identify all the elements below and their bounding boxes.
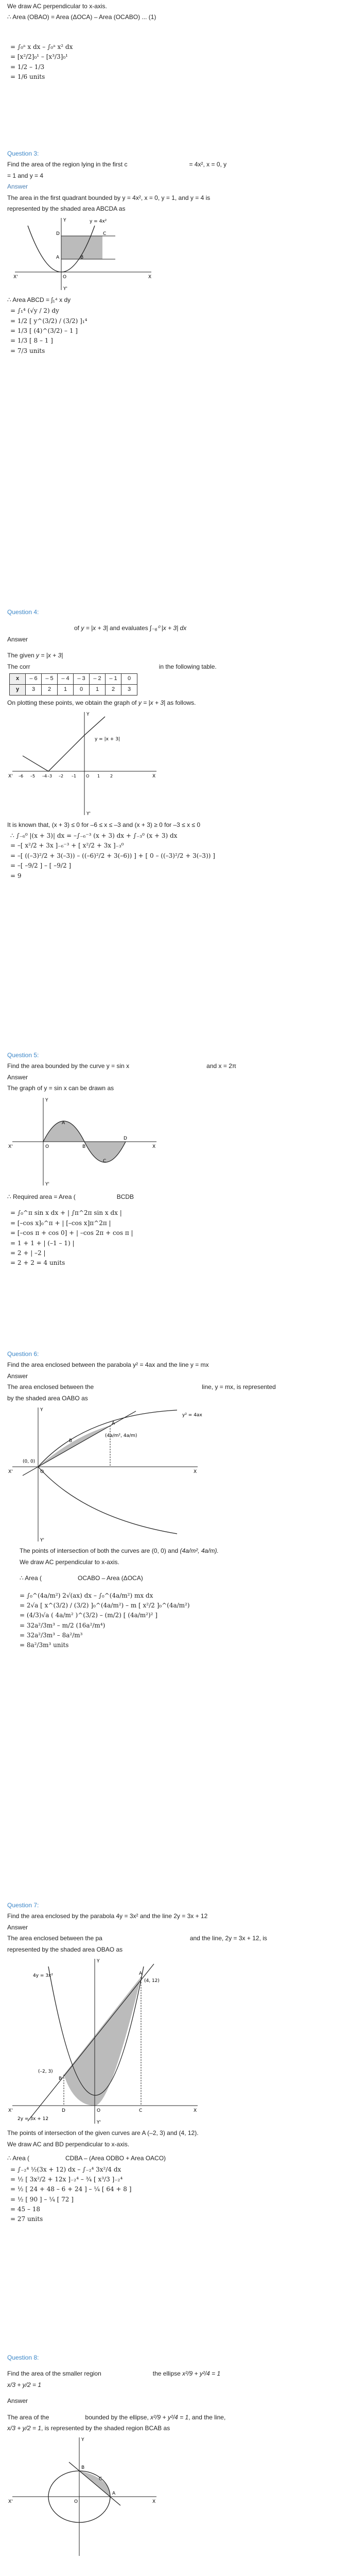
label-x-prime: X' xyxy=(13,275,18,280)
math-block xyxy=(10,307,342,355)
table-cell: – 1 xyxy=(106,673,121,684)
math-line: = [–cos π + cos 0] + | –cos 2π + cos π | xyxy=(10,1229,133,1237)
graph-q8 xyxy=(7,2435,162,2558)
tick-label: –5 xyxy=(30,774,36,779)
area-formula: ∴ Area ABCD = ∫₁⁴ x dy xyxy=(7,296,71,303)
label-y-prime: Y' xyxy=(45,1181,49,1187)
label-a: A xyxy=(56,255,60,261)
text: Find the area of the region lying in the first c xyxy=(7,161,128,168)
math-block xyxy=(10,43,342,82)
math-line: = 2√a [ x^(3/2) / (3/2) ]₀^(4a/m²) – m [ x²/2 ]₀^(4a/m²) xyxy=(20,1601,190,1609)
answer-text xyxy=(7,699,342,707)
math-line: = [x²/2]₀¹ – [x³/3]₀¹ xyxy=(10,53,68,61)
table-cell: 3 xyxy=(121,684,137,695)
label-y: Y xyxy=(45,1097,48,1103)
text: ∴ Area ( xyxy=(20,1574,42,1582)
math-block xyxy=(10,2165,342,2224)
math-inline: ∫₋₆⁰ |x + 3| dx xyxy=(150,624,187,632)
math-block xyxy=(20,1591,342,1650)
math-line: = –[ ((–3)²/2 + 3(–3)) – ((–6)²/2 + 3(–6)) ] + [ 0 – ((–3)²/2 + 3(–3)) ] xyxy=(10,852,215,859)
question-text xyxy=(7,2381,342,2389)
answer-text xyxy=(7,651,342,660)
label-c: C xyxy=(139,2108,143,2113)
line-y-mx xyxy=(23,1411,136,1476)
text: and the line, 2y = 3x + 12, is xyxy=(189,1935,267,1942)
text: in the following table. xyxy=(159,663,217,670)
shaded-region xyxy=(64,1977,141,2106)
question-5 xyxy=(7,1051,342,1269)
label-d: D xyxy=(56,231,60,237)
text: , is represented by the shaded region BCAB as xyxy=(41,2424,170,2432)
table-cell: – 6 xyxy=(26,673,42,684)
label-x: X xyxy=(148,275,152,280)
text: = 4x², x = 0, y xyxy=(189,161,227,168)
graph-q6 xyxy=(7,1405,203,1544)
tick-label: 2 xyxy=(110,774,113,779)
curve-label: y = 4x² xyxy=(90,219,107,225)
parabola-label: 4y = 3x² xyxy=(33,1973,53,1978)
text: The area of the xyxy=(7,2413,49,2421)
math-inline: (4a/m², 4a/m). xyxy=(180,1547,219,1555)
table-cell: x xyxy=(10,673,26,684)
answer-text: The area in the first quadrant bounded by y = 4x², x = 0, y = 1, and y = 4 is xyxy=(7,194,211,201)
graph-label: y = |x + 3| xyxy=(95,737,120,742)
question-title: Question 7: xyxy=(7,1902,39,1909)
point-label: (4a/m², 4a/m) xyxy=(105,1433,137,1438)
tick-label: –4 xyxy=(42,774,47,779)
label-y-prime: Y' xyxy=(86,811,91,817)
label-o: O xyxy=(40,1469,44,1475)
question-6 xyxy=(7,1350,342,1651)
answer-text xyxy=(20,1547,342,1555)
answer-label: Answer xyxy=(7,1073,28,1081)
answer-text xyxy=(20,1574,342,1583)
point-b: (–2, 3) xyxy=(38,2069,53,2074)
math-line: = 1/2 – 1/3 xyxy=(10,63,45,71)
table-cell: – 4 xyxy=(58,673,74,684)
math-block xyxy=(10,832,342,880)
label-o: O xyxy=(45,1144,49,1149)
answer-text xyxy=(7,2424,342,2433)
question-text xyxy=(74,624,342,633)
answer-text: by the shaded area OABO as xyxy=(7,1394,88,1402)
label-c: C xyxy=(103,231,107,237)
answer-text: The graph of y = sin x can be drawn as xyxy=(7,1084,114,1092)
text: and evaluates xyxy=(109,624,148,632)
graph-q5 xyxy=(7,1095,162,1188)
text: BCDB xyxy=(116,1193,134,1200)
question-title: Question 3: xyxy=(7,150,39,157)
text: bounded by the ellipse, xyxy=(85,2413,149,2421)
question-text xyxy=(7,1062,342,1071)
label-b: B xyxy=(81,2465,85,2471)
table-cell: – 3 xyxy=(74,673,90,684)
table-cell: 3 xyxy=(26,684,42,695)
text: Find the area bounded by the curve y = sin x xyxy=(7,1062,130,1070)
label-x-prime: X' xyxy=(8,774,13,779)
table-cell: 1 xyxy=(58,684,74,695)
answer-text: We draw AC and BD perpendicular to x-axis. xyxy=(7,2140,130,2148)
text: the ellipse xyxy=(152,2370,181,2378)
math-line: = 32a²/3m³ – 8a²/m³ xyxy=(20,1632,83,1639)
label-a: A xyxy=(139,1971,143,1976)
math-line: = 8a²/3m³ units xyxy=(20,1641,69,1649)
table-row-x xyxy=(10,673,137,684)
text: The area enclosed between the xyxy=(7,1383,94,1391)
math-inline: y = |x + 3| xyxy=(36,652,63,659)
text: of xyxy=(74,624,80,632)
table-cell: 0 xyxy=(121,673,137,684)
question-text: = 1 and y = 4 xyxy=(7,172,44,179)
question-8 xyxy=(7,2353,342,2562)
label-x-prime: X' xyxy=(8,1469,13,1475)
math-line: = ½ [ 3x²/2 + 12x ]₋₂⁴ – ¾ [ x³/3 ]₋₂⁴ xyxy=(10,2175,123,2183)
math-line: = ∫₁⁴ (√y / 2) dy xyxy=(10,307,59,315)
answer-label: Answer xyxy=(7,1923,28,1931)
label-b: B xyxy=(82,1144,86,1149)
tick-label: –2 xyxy=(59,774,64,779)
math-line: = 7/3 units xyxy=(10,347,45,354)
text-line: ∴ Area (OBAO) = Area (ΔOCA) – Area (OCABO) ... (1) xyxy=(7,13,156,21)
text: Find the area of the smaller region xyxy=(7,2370,101,2378)
math-line: = 32a²/3m³ – m/2 (16a²/m⁴) xyxy=(20,1621,106,1629)
label-o: O xyxy=(63,275,67,280)
answer-text xyxy=(7,1934,342,1943)
label-x: X xyxy=(194,1469,197,1475)
text: ∴ Required area = Area ( xyxy=(7,1193,76,1200)
answer-text: represented by the shaded area ABCDA as xyxy=(7,205,126,212)
math-line: = 1 + 1 + | (–1 – 1) | xyxy=(10,1239,75,1247)
question-title: Question 4: xyxy=(7,608,39,616)
label-y-prime: Y' xyxy=(63,286,67,292)
answer-text xyxy=(7,2154,342,2163)
math-line: ∴ ∫₋₆⁰ |(x + 3)| dx = –∫₋₆⁻³ (x + 3) dx + ∫₋₃⁰ (x + 3) dx xyxy=(10,832,178,839)
math-line: = ∫₋₂⁴ ½(3x + 12) dx – ∫₋₂⁴ 3x²/4 dx xyxy=(10,2165,121,2173)
label-b: B xyxy=(69,1438,73,1444)
label-x: X xyxy=(152,774,156,779)
label-a: A xyxy=(112,2491,116,2497)
math-line: = –[ x²/2 + 3x ]₋₆⁻³ + [ x²/2 + 3x ]₋₃⁰ xyxy=(10,842,124,850)
text: The area enclosed between the pa xyxy=(7,1935,102,1942)
tick-label: –1 xyxy=(72,774,77,779)
text: line, y = mx, is represented xyxy=(202,1383,276,1391)
graph-q4 xyxy=(7,709,162,818)
label-y: Y xyxy=(97,1958,100,1964)
label-y-prime: Y' xyxy=(40,1537,44,1543)
label-y-prime: Y' xyxy=(97,2120,101,2125)
question-3 xyxy=(7,149,342,357)
text: as follows. xyxy=(167,699,196,706)
label-y: Y xyxy=(40,1407,43,1413)
label-a: A xyxy=(62,1120,65,1126)
answer-text xyxy=(7,1383,342,1392)
label-b: B xyxy=(59,2076,62,2081)
label-o: O xyxy=(97,2108,101,2113)
label-c: C xyxy=(103,1158,107,1164)
math-line: = ½ [ 90 ] – ¼ [ 72 ] xyxy=(10,2195,74,2203)
math-line: = 1/3 [ 8 – 1 ] xyxy=(10,337,53,345)
point-a: (4, 12) xyxy=(144,1978,160,1984)
table-cell: y xyxy=(10,684,26,695)
label-d: D xyxy=(62,2108,65,2113)
math-line: = 2 + | –2 | xyxy=(10,1249,46,1257)
text: The given xyxy=(7,652,34,659)
math-line: = (4/3)√a ( 4a/m² )^(3/2) – (m/2) [ (4a/m²)² ] xyxy=(20,1612,157,1619)
question-text: Find the area enclosed between the parabola y² = 4ax and the line y = mx xyxy=(7,1361,209,1369)
table-cell: – 5 xyxy=(42,673,58,684)
math-line: = ∫₀ᵃ x dx – ∫₀ᵃ x² dx xyxy=(10,43,73,50)
label-y: Y xyxy=(81,2437,84,2443)
answer-label: Answer xyxy=(7,2397,28,2405)
math-line: = ½ [ 24 + 48 – 6 + 24 ] – ¼ [ 64 + 8 ] xyxy=(10,2185,132,2193)
math-line: = 27 units xyxy=(10,2215,43,2223)
label-x: X xyxy=(152,2499,156,2505)
label-y: Y xyxy=(86,712,90,718)
line-label: 2y = 3x + 12 xyxy=(18,2116,49,2122)
math-inline: x/3 + y/2 = 1 xyxy=(7,2424,42,2432)
label-x: X xyxy=(194,2108,197,2113)
values-table xyxy=(9,673,137,696)
origin-label: (0, 0) xyxy=(23,1459,36,1464)
tick-label: –6 xyxy=(19,774,24,779)
abs-graph-ext xyxy=(84,717,105,735)
math-line: = 2 + 2 = 4 units xyxy=(10,1259,65,1267)
label-y: Y xyxy=(63,218,66,224)
answer-label: Answer xyxy=(7,183,28,191)
text: The points of intersection of both the curves are (0, 0) and xyxy=(20,1547,179,1555)
answer-text: It is known that, (x + 3) ≤ 0 for –6 ≤ x ≤ –3 and (x + 3) ≥ 0 for –3 ≤ x ≤ 0 xyxy=(7,821,201,828)
graph-q3 xyxy=(12,215,156,293)
answer-label: Answer xyxy=(7,635,28,643)
math-inline: y = |x + 3| xyxy=(81,624,108,632)
answer-text xyxy=(7,2413,342,2422)
label-c: C xyxy=(99,2477,102,2482)
parabola xyxy=(38,1407,177,1534)
answer-text: We draw AC perpendicular to x-axis. xyxy=(20,1558,119,1566)
math-block xyxy=(10,1209,342,1267)
table-row-y xyxy=(10,684,137,695)
text-line: We draw AC perpendicular to x-axis. xyxy=(7,3,107,10)
answer-text xyxy=(7,1193,342,1201)
answer-label: Answer xyxy=(7,1372,28,1380)
math-inline: x/3 + y/2 = 1 xyxy=(7,2381,42,2388)
q2-continuation xyxy=(7,2,342,82)
text: On plotting these points, we obtain the graph of xyxy=(7,699,137,706)
question-text: Find the area enclosed by the parabola 4y = 3x² and the line 2y = 3x + 12 xyxy=(7,1912,208,1920)
tick-label: 1 xyxy=(97,774,100,779)
text: , and the line, xyxy=(188,2413,226,2421)
math-inline: x²/9 + y²/4 = 1 xyxy=(150,2413,189,2421)
question-4 xyxy=(7,608,342,882)
tick-label: –3 xyxy=(47,774,52,779)
answer-text: The points of intersection of the given curves are A (–2, 3) and (4, 12). xyxy=(7,2129,199,2137)
table-cell: 2 xyxy=(42,684,58,695)
tick-label: O xyxy=(86,774,90,779)
question-text xyxy=(7,2369,342,2378)
label-o: O xyxy=(74,2499,78,2505)
label-a: A xyxy=(112,1420,115,1426)
question-7 xyxy=(7,1901,342,2225)
math-line: = 1/2 [ y^(3/2) / (3/2) ]₁⁴ xyxy=(10,317,87,325)
text: CDBA – (Area ODBO + Area OACO) xyxy=(65,2155,166,2162)
text: ∴ Area ( xyxy=(7,2155,29,2162)
table-cell: 2 xyxy=(106,684,121,695)
math-line: = 45 – 18 xyxy=(10,2206,41,2213)
abs-graph xyxy=(23,735,84,771)
question-title: Question 5: xyxy=(7,1052,39,1059)
label-d: D xyxy=(124,1136,127,1141)
label-x-prime: X' xyxy=(8,2499,13,2505)
label-b: B xyxy=(80,255,84,261)
answer-text: represented by the shaded area OBAO as xyxy=(7,1945,123,1953)
question-text xyxy=(7,160,342,169)
label-x-prime: X' xyxy=(8,1144,13,1149)
text: OCABO – Area (ΔOCA) xyxy=(77,1574,143,1582)
math-line: = ∫₀^π sin x dx + | ∫π^2π sin x dx | xyxy=(10,1209,122,1217)
math-line: = –[ –9/2 ] – [ –9/2 ] xyxy=(10,862,72,870)
question-title: Question 6: xyxy=(7,1350,39,1358)
math-line: = [–cos x]₀^π + | [–cos x]π^2π | xyxy=(10,1219,111,1227)
table-cell: – 2 xyxy=(90,673,106,684)
text: and x = 2π xyxy=(206,1062,237,1070)
math-line: = 1/3 [ (4)^(3/2) – 1 ] xyxy=(10,327,78,334)
math-line: = 1/6 units xyxy=(10,73,45,80)
label-x: X xyxy=(152,1144,156,1149)
table-cell: 1 xyxy=(90,684,106,695)
label-x-prime: X' xyxy=(8,2108,13,2113)
math-inline: y = |x + 3| xyxy=(138,699,166,706)
curve-label: y² = 4ax xyxy=(182,1412,202,1418)
graph-q7 xyxy=(7,1956,203,2126)
answer-text xyxy=(7,663,342,671)
math-line: = ∫₀^(4a/m²) 2√(ax) dx – ∫₀^(4a/m²) mx dx xyxy=(20,1591,153,1599)
table-cell: 0 xyxy=(74,684,90,695)
math-line: = 9 xyxy=(10,872,22,879)
question-title: Question 8: xyxy=(7,2354,39,2361)
text: The corr xyxy=(7,663,30,670)
math-inline: x²/9 + y²/4 = 1 xyxy=(182,2370,221,2378)
